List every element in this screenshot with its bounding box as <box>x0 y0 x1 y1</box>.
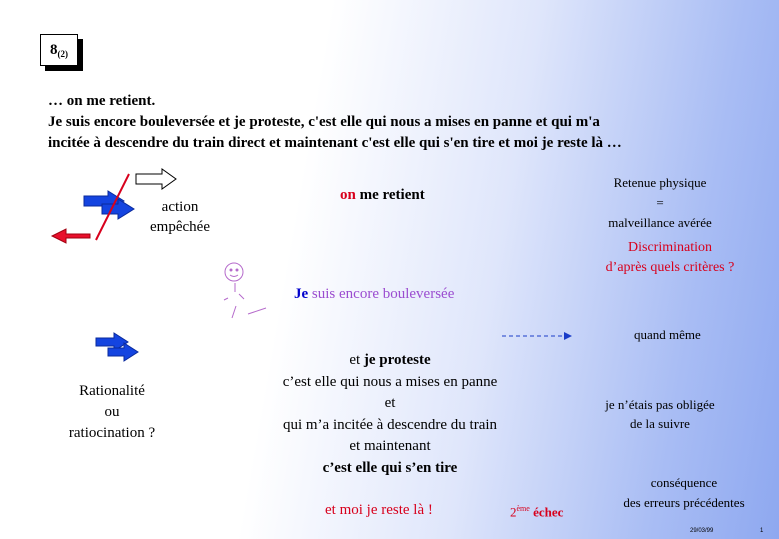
protest-block <box>240 350 540 479</box>
stick-figure-icon <box>218 258 274 328</box>
intro-paragraph <box>48 91 768 154</box>
rational-line-3: ratiocination ? <box>68 425 156 441</box>
je-proteste: je proteste <box>363 352 431 368</box>
footer-page: 1 <box>760 528 764 534</box>
obligation-block <box>590 395 730 433</box>
white-arrow-icon <box>136 169 176 189</box>
malveillance-line: malveillance avérée <box>608 215 712 230</box>
erreurs-line: des erreurs précédentes <box>623 495 745 510</box>
protest-line <box>240 350 540 372</box>
incitee-line: qui m’a incitée à descendre du train <box>282 416 498 433</box>
on-me-retient <box>340 187 425 204</box>
intro-line-1: … on me retient. <box>48 93 156 109</box>
et-word: et <box>349 352 364 368</box>
suis-bouleversee: suis encore bouleversée <box>308 286 455 302</box>
me-retient: me retient <box>355 187 425 203</box>
criteres-line: d’après quels critères ? <box>605 260 735 275</box>
intro-line-3: incitée à descendre du train direct et maintenant c'est elle qui s'en tire et moi je reste là … <box>48 135 622 151</box>
suivre-line: de la suivre <box>630 416 690 431</box>
slide-number-sub: (2) <box>57 49 68 59</box>
consequence-block <box>604 473 764 513</box>
echec-sup: ème <box>516 504 530 513</box>
dashed-arrow-icon <box>502 330 574 342</box>
pas-obligee-line: je n’étais pas obligée <box>605 397 715 412</box>
consequence-line: conséquence <box>650 475 718 490</box>
retenue-block <box>590 173 730 233</box>
equals-sign: = <box>656 195 664 210</box>
rationality-arrows <box>94 332 140 366</box>
je-word: Je <box>294 286 309 302</box>
discrimination-block <box>590 238 750 278</box>
slide-number: 8 <box>50 42 58 58</box>
discrimination-line: Discrimination <box>628 240 712 255</box>
je-bouleversee <box>294 286 454 303</box>
action-line-1: action <box>161 199 199 215</box>
quand-meme: quand même <box>634 327 701 342</box>
action-line-2: empêchée <box>150 219 210 235</box>
footer-date: 29/03/99 <box>690 528 714 534</box>
echec-label <box>510 504 563 520</box>
rational-line-1: Rationalité <box>79 383 145 399</box>
action-label <box>130 197 230 237</box>
et-line: et <box>384 395 396 411</box>
tire-line: c’est elle qui s’en tire <box>322 459 458 476</box>
panne-line: c’est elle qui nous a mises en panne <box>282 373 498 390</box>
slide-number-badge <box>40 34 78 66</box>
rationality-label <box>52 381 172 444</box>
maintenant-line: et maintenant <box>349 438 431 454</box>
red-arrow-icon <box>52 229 90 243</box>
intro-line-2: Je suis encore bouleversée et je proteste, c'est elle qui nous a mises en panne et qui m'a <box>48 114 600 130</box>
echec-number: 2 <box>510 504 517 520</box>
echec-word: échec <box>533 504 564 520</box>
rational-line-2: ou <box>104 404 120 420</box>
reste-la-line: et moi je reste là ! <box>325 502 433 518</box>
retenue-line: Retenue physique <box>613 175 707 190</box>
on-word: on <box>340 187 356 203</box>
